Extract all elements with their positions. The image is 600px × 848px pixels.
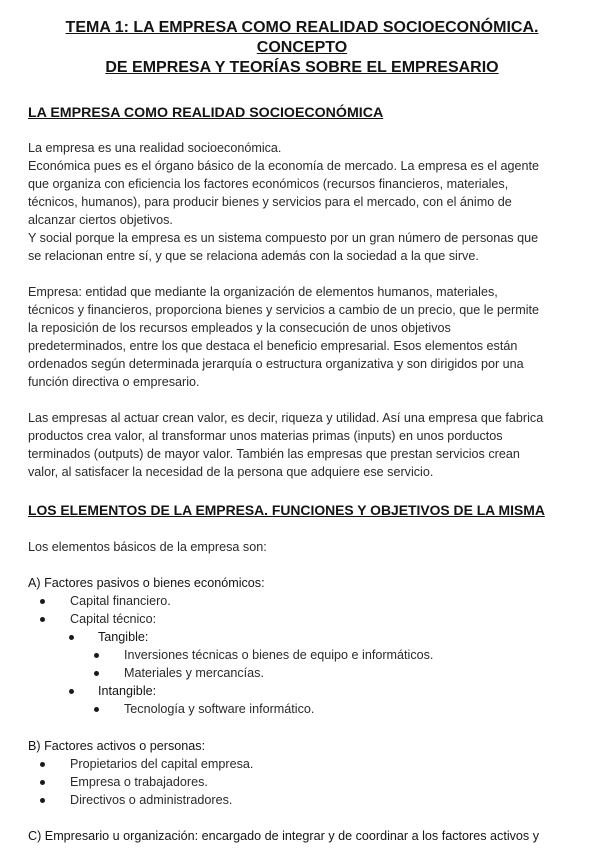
list-item: Tangible: [28,628,576,646]
page-title [28,18,576,78]
text-line: alcanzar ciertos objetivos. [28,213,173,227]
paragraph-definicion [28,283,576,391]
text-line: la reposición de los recursos empleados y la consecución de unos objetivos [28,321,451,335]
list-item: Inversiones técnicas o bienes de equipo e informáticos. [28,646,576,664]
list-item: Directivos o administradores. [28,791,576,809]
section-heading-realidad: LA EMPRESA COMO REALIDAD SOCIOECONÓMICA [28,105,384,121]
text-line: técnicos, humanos), para producir bienes y servicios para el mercado, con el ánimo de [28,195,512,209]
list-item: Empresa o trabajadores. [28,773,576,791]
group-a-label: A) Factores pasivos o bienes económicos: [28,576,265,590]
group-b-label: B) Factores activos o personas: [28,739,206,753]
text-line: Y social porque la empresa es un sistema compuesto por un gran número de personas que [28,231,539,245]
list-item: Capital técnico: [28,610,576,628]
title-line-1: TEMA 1: LA EMPRESA COMO REALIDAD SOCIOECONÓMICA. CONCEPTO [65,19,539,56]
document-page [28,18,576,845]
text-line: Las empresas al actuar crean valor, es decir, riqueza y utilidad. Así una empresa que fabrica [28,411,544,425]
section-heading-elementos: LOS ELEMENTOS DE LA EMPRESA. FUNCIONES Y OBJETIVOS DE LA MISMA [28,502,545,518]
text-line: Empresa: entidad que mediante la organización de elementos humanos, materiales, [28,285,498,299]
text-line: se relacionan entre sí, y que se relaciona además con la sociedad a la que sirve. [28,249,479,263]
text-line: productos crea valor, al transformar unos materias primas (inputs) en unos porductos [28,429,503,443]
text-line: terminados (outputs) de mayor valor. También las empresas que prestan servicios crean [28,447,520,461]
text-line: función directiva o empresario. [28,375,200,389]
group-a-list [28,592,576,718]
group-b-list [28,755,576,809]
group-c-label: C) Empresario u organización: encargado de integrar y de coordinar a los factores activos y [28,829,540,843]
list-item: Materiales y mercancías. [28,664,576,682]
text-line: Económica pues es el órgano básico de la economía de mercado. La empresa es el agente [28,159,540,173]
list-item: Intangible: [28,682,576,700]
paragraph-realidad [28,139,576,265]
list-item: Propietarios del capital empresa. [28,755,576,773]
list-item: Tecnología y software informático. [28,700,576,718]
text-line: que organiza con eficiencia los factores económicos (recursos financieros, materiales, [28,177,509,191]
list-item: Capital financiero. [28,592,576,610]
paragraph-valor [28,409,576,481]
text-line: técnicos y financieros, proporciona bienes y servicios a cambio de un precio, que le permite [28,303,540,317]
text-line: predeterminados, entre los que destaca el beneficio empresarial. Esos elementos están [28,339,518,353]
title-line-2: DE EMPRESA Y TEORÍAS SOBRE EL EMPRESARIO [105,59,499,76]
text-line: ordenados según determinada jerarquía o estructura organizativa y son dirigidos por una [28,357,524,371]
text-line: valor, al satisfacer la necesidad de la persona que adquiere ese servicio. [28,465,434,479]
elements-intro: Los elementos básicos de la empresa son: [28,540,267,554]
text-line: La empresa es una realidad socioeconómica. [28,141,282,155]
